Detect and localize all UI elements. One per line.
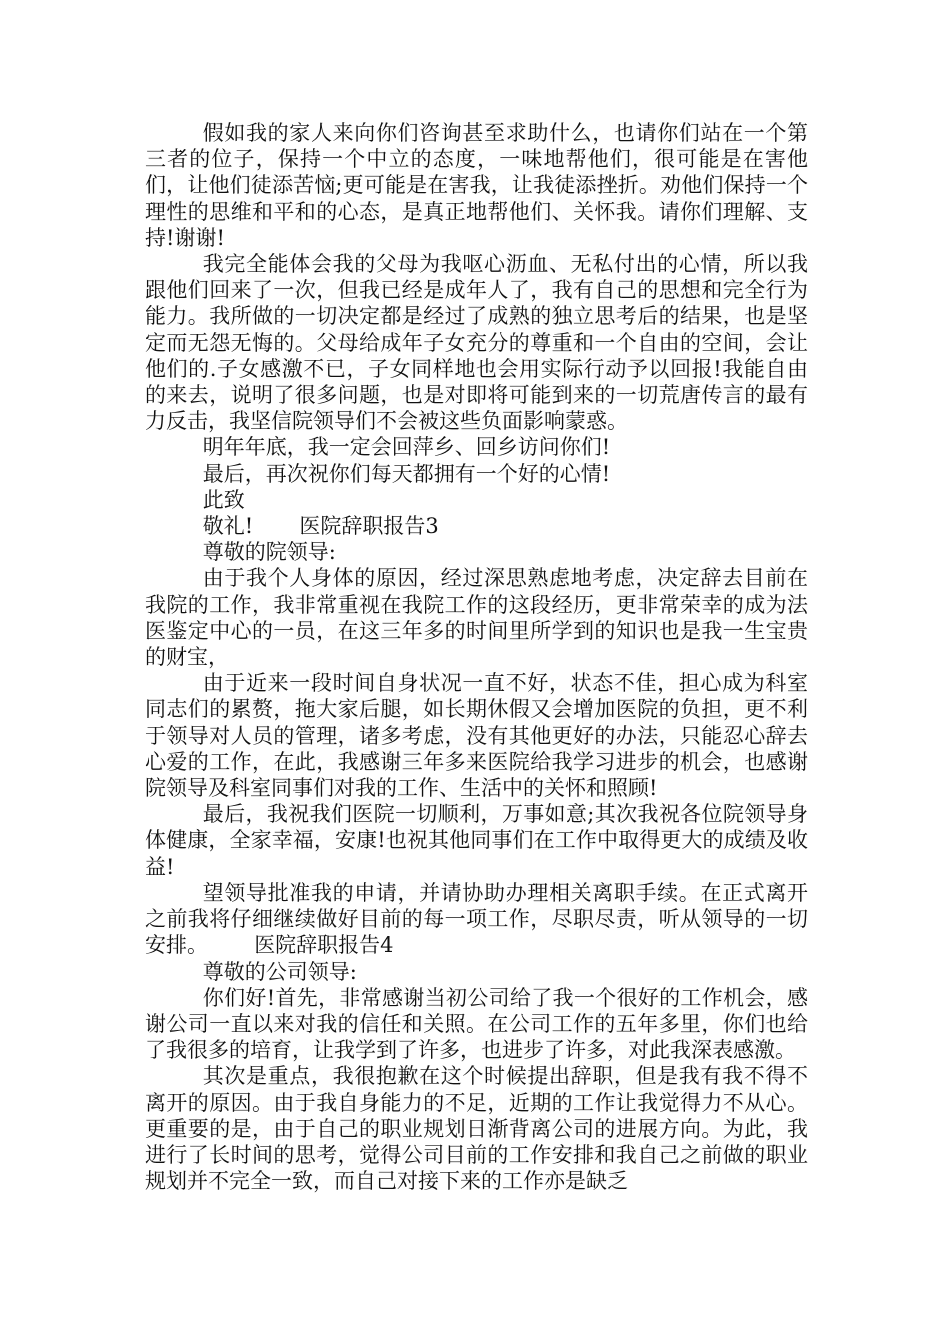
salutation: 尊敬的公司领导: [202,959,357,984]
paragraph-text: 望领导批准我的申请，并请协助办理相关离职手续。在正式离开之前我将仔细继续做好目前的每一项工作，尽职尽责，听从领导的一切安排。 [145,880,808,958]
closing-salute: 敬礼! [202,514,254,539]
closing-and-heading [145,513,808,539]
paragraph: 其次是重点，我很抱歉在这个时候提出辞职，但是我有我不得不离开的原因。由于我自身能力的不足，近期的工作让我觉得力不从心。更重要的是，由于自己的职业规划日渐背离公司的进展方向。为此，我进行了长时间的思考，觉得公司目前的工作安排和我自己之前做的职业规划并不完全一致，而自己对接下来的工作亦是缺乏 [145,1064,808,1194]
paragraph-with-heading [145,880,808,959]
paragraph: 由于近来一段时间自身状况一直不好，状态不佳，担心成为科室同志们的累赘，拖大家后腿，如长期休假又会增加医院的负担，更不利于领导对人员的管理，诸多考虑，没有其他更好的办法，只能忍心辞去心爱的工作，在此，我感谢三年多来医院给我学习进步的机会，也感谢院领导及科室同事们对我的工作、生活中的关怀和照顾! [145,671,808,801]
paragraph: 最后，我祝我们医院一切顺利，万事如意;其次我祝各位院领导身体健康，全家幸福，安康!也祝其他同事们在工作中取得更大的成绩及收益! [145,802,808,879]
paragraph: 你们好!首先，非常感谢当初公司给了我一个很好的工作机会，感谢公司一直以来对我的信任和关照。在公司工作的五年多里，你们也给了我很多的培育，让我学到了许多，也进步了许多，对此我深表感激。 [145,985,808,1063]
section-heading-4: 医院辞职报告4 [254,933,394,958]
paragraph: 最后，再次祝你们每天都拥有一个好的心情! [202,461,611,486]
section-heading-3: 医院辞职报告3 [299,514,439,539]
salutation: 尊敬的院领导: [202,540,336,565]
paragraph: 由于我个人身体的原因，经过深思熟虑地考虑，决定辞去目前在我院的工作，我非常重视在我院工作的这段经历，更非常荣幸的成为法医鉴定中心的一员，在这三年多的时间里所学到的知识也是我一生宝贵的财宝， [145,566,808,670]
closing-line: 此致 [202,487,245,512]
paragraph: 明年年底，我一定会回萍乡、回乡访问你们! [202,435,611,460]
document-page [145,120,808,1194]
paragraph: 假如我的家人来向你们咨询甚至求助什么，也请你们站在一个第三者的位子，保持一个中立的态度，一味地帮他们，很可能是在害他们，让他们徒添苦恼;更可能是在害我，让我徒添挫折。劝他们保持一个理性的思维和平和的心态，是真正地帮他们、关怀我。请你们理解、支持!谢谢! [145,121,808,250]
paragraph: 我完全能体会我的父母为我呕心沥血、无私付出的心情，所以我跟他们回来了一次，但我已经是成年人了，我有自己的思想和完全行为能力。我所做的一切决定都是经过了成熟的独立思考后的结果，也是坚定而无怨无悔的。父母给成年子女充分的尊重和一个自由的空间，会让他们的.子女感激不已，子女同样地也会用实际行动予以回报!我能自由的来去，说明了很多问题，也是对即将可能到来的一切荒唐传言的最有力反击，我坚信院领导们不会被这些负面影响蒙惑。 [145,252,808,434]
